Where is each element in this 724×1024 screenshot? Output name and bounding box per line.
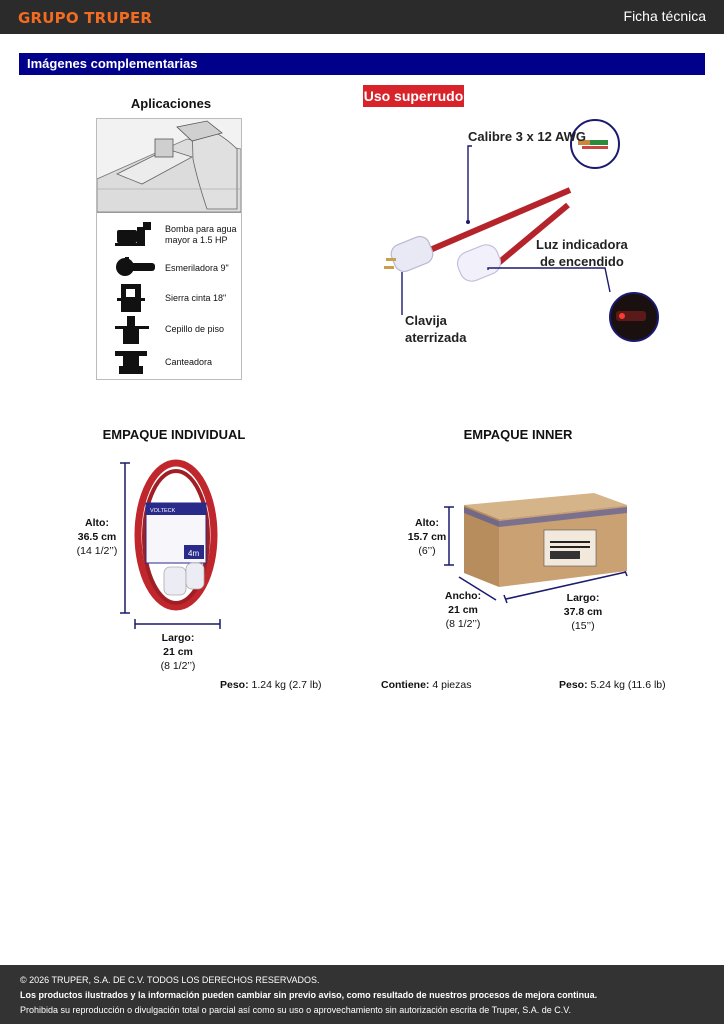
- app-label-band-saw: Sierra cinta 18": [165, 293, 227, 303]
- app-label-jointer: Canteadora: [165, 357, 213, 367]
- top-bar: [0, 0, 724, 34]
- individual-pack-title: EMPAQUE INDIVIDUAL: [102, 427, 246, 442]
- app-label-floor-brush: Cepillo de piso: [165, 324, 225, 334]
- inner-weight: Peso: 5.24 kg (11.6 lb): [559, 679, 666, 691]
- footer: [0, 965, 724, 1024]
- inner-height-dimension: Alto: 15.7 cm (6’’): [407, 517, 447, 557]
- individual-pack-image: [118, 455, 228, 630]
- grounded-plug: [384, 234, 436, 275]
- app-label-grinder: Esmeriladora 9": [165, 263, 229, 273]
- gauge-label: Calibre 3 x 12 AWG: [468, 129, 587, 144]
- indicator-light-detail-icon: [610, 293, 658, 341]
- section-header: [19, 53, 705, 75]
- product-label-size: 4m: [188, 549, 200, 558]
- heavy-duty-badge: Uso superrudo: [363, 85, 464, 107]
- footer-notice: Los productos ilustrados y la información pueden cambiar sin previo aviso, como resultado de nuestros procesos de mejora continua.: [20, 990, 598, 1000]
- individual-weight: Peso: 1.24 kg (2.7 lb): [220, 679, 322, 691]
- jointer-icon: [115, 347, 155, 382]
- application-illustration: [97, 119, 241, 213]
- lighted-connector: [454, 241, 504, 285]
- app-label-water-pump: Bomba para agua mayor a 1.5 HP: [165, 224, 237, 245]
- doc-type-label: Ficha técnica: [623, 8, 706, 24]
- indicator-light-label: Luz indicadora de encendido: [536, 237, 628, 269]
- applications-title: Aplicaciones: [130, 96, 212, 111]
- individual-length-dimension: Largo: 21 cm (8 1/2’’): [160, 632, 196, 672]
- inner-length-dimension: Largo: 37.8 cm (15’’): [563, 592, 603, 632]
- inner-contents: Contiene: 4 piezas: [381, 679, 472, 691]
- brand-logo: GRUPO TRUPER: [18, 9, 153, 27]
- app-item-band-saw: [97, 282, 241, 312]
- grinder-icon: [115, 255, 159, 284]
- individual-height-dimension: Alto: 36.5 cm (14 1/2’’): [76, 517, 118, 557]
- applications-panel: [96, 118, 242, 380]
- section-title: Imágenes complementarias: [27, 56, 198, 71]
- app-item-jointer: [97, 345, 241, 375]
- footer-prohibition: Prohibida su reproducción o divulgación total o parcial así como su uso o aprovechamiento sin autorización escrita de Truper, S.A. de C.V.: [20, 1005, 571, 1015]
- app-item-water-pump: [97, 219, 241, 249]
- inner-width-dimension: Ancho: 21 cm (8 1/2’’): [444, 590, 482, 630]
- footer-copyright: © 2026 TRUPER, S.A. DE C.V. TODOS LOS DERECHOS RESERVADOS.: [20, 975, 320, 985]
- water-pump-icon: [115, 221, 155, 254]
- app-item-grinder: [97, 253, 241, 283]
- product-label-brand: VOLTECK: [150, 508, 176, 514]
- app-item-floor-brush: [97, 314, 241, 344]
- grounded-plug-label: Clavija aterrizada: [405, 313, 467, 345]
- inner-pack-title: EMPAQUE INNER: [463, 427, 573, 442]
